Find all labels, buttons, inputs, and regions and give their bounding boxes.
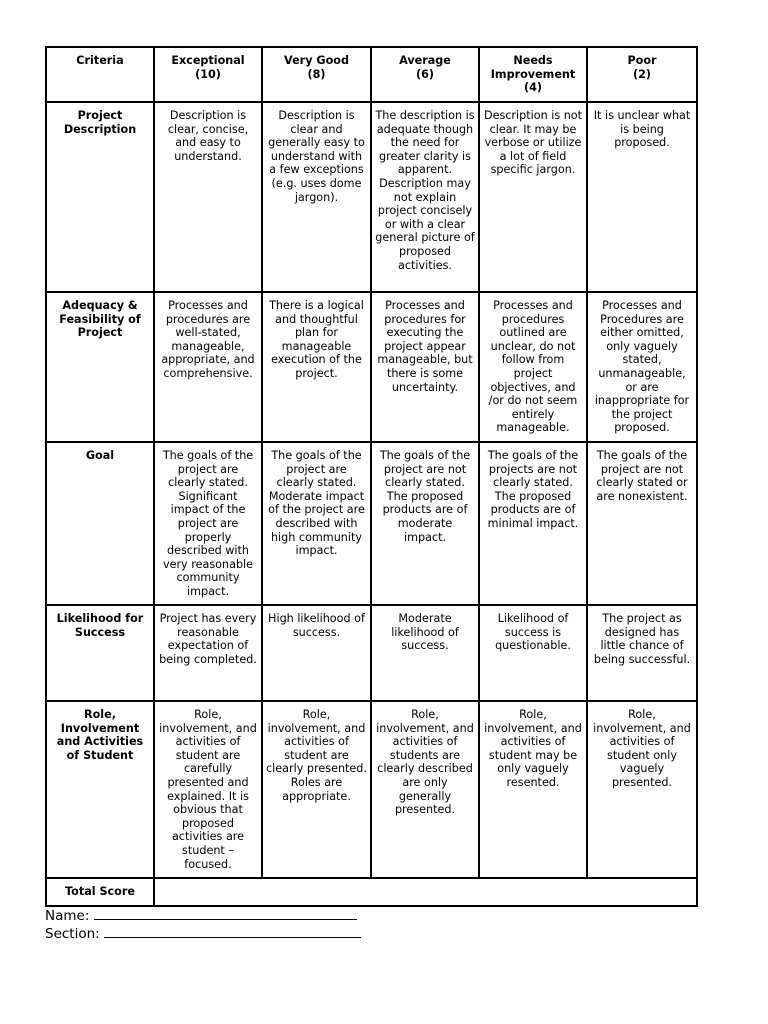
header-title: Average [399,54,451,67]
rubric-table [45,46,698,907]
rating-cell: The goals of the project are not clearly stated. The proposed products are of moderate impact. [371,442,479,605]
rating-cell: Role, involvement, and activities of students are clearly described are only generally presented. [371,701,479,878]
header-criteria [46,47,154,102]
rating-cell: Description is clear and generally easy to understand with a few exceptions (e.g. uses dome jargon). [262,102,371,292]
header-very-good [262,47,371,102]
table-row [46,605,697,701]
rating-cell: Role, involvement, and activities of student are clearly presented. Roles are appropriate. [262,701,371,878]
table-row [46,102,697,292]
name-line [45,907,696,925]
header-exceptional [154,47,262,102]
header-poor [587,47,697,102]
rating-cell: Project has every reasonable expectation of being completed. [154,605,262,701]
rating-cell: The goals of the project are clearly stated. Significant impact of the project are properly described with very reasonable community impact. [154,442,262,605]
rating-cell: The goals of the project are clearly stated. Moderate impact of the project are described with high community impact. [262,442,371,605]
header-points: (6) [415,67,434,81]
rating-cell: It is unclear what is being proposed. [587,102,697,292]
header-row [46,47,697,102]
rating-cell: There is a logical and thoughtful plan for manageable execution of the project. [262,292,371,442]
header-points: (10) [195,67,221,81]
rating-cell: Processes and procedures are well-stated, manageable, appropriate, and comprehensive. [154,292,262,442]
header-points: (4) [523,81,542,95]
header-needs-improvement [479,47,587,102]
header-points: (8) [307,67,326,81]
header-title: Needs Improvement [490,54,576,81]
rubric-page [45,46,696,942]
rating-cell: Processes and Procedures are either omitted, only vaguely stated, unmanageable, or are inappropriate for the project proposed. [587,292,697,442]
rating-cell: Description is not clear. It may be verbose or utilize a lot of field specific jargon. [479,102,587,292]
criteria-cell: Role, Involvement and Activities of Student [46,701,154,878]
section-line [45,925,696,943]
footer [45,907,696,942]
rating-cell: The goals of the projects are not clearly stated. The proposed products are of minimal impact. [479,442,587,605]
header-points: (2) [632,67,651,81]
header-title: Criteria [76,54,124,67]
criteria-cell: Project Description [46,102,154,292]
table-row [46,442,697,605]
rating-cell: Likelihood of success is questionable. [479,605,587,701]
rating-cell: Moderate likelihood of success. [371,605,479,701]
criteria-cell: Adequacy & Feasibility of Project [46,292,154,442]
rating-cell: Description is clear, concise, and easy to understand. [154,102,262,292]
section-blank[interactable] [104,925,361,938]
section-label: Section: [45,925,100,942]
rating-cell: High likelihood of success. [262,605,371,701]
total-score-label: Total Score [46,878,154,906]
header-title: Exceptional [171,54,245,67]
name-label: Name: [45,908,90,924]
header-title: Poor [627,54,657,67]
criteria-cell: Likelihood for Success [46,605,154,701]
rating-cell: The goals of the project are not clearly stated or are nonexistent. [587,442,697,605]
header-title: Very Good [284,54,349,67]
table-row [46,292,697,442]
header-average [371,47,479,102]
rating-cell: The project as designed has little chance of being successful. [587,605,697,701]
rating-cell: Processes and procedures for executing the project appear manageable, but there is some uncertainty. [371,292,479,442]
criteria-cell: Goal [46,442,154,605]
rating-cell: Role, involvement, and activities of student may be only vaguely resented. [479,701,587,878]
name-blank[interactable] [94,907,357,920]
rating-cell: Processes and procedures outlined are unclear, do not follow from project objectives, and /or do not seem entirely manageable. [479,292,587,442]
rating-cell: Role, involvement, and activities of student are carefully presented and explained. It is obvious that proposed activities are student – focused. [154,701,262,878]
total-row [46,878,697,906]
rating-cell: Role, involvement, and activities of student only vaguely presented. [587,701,697,878]
rating-cell: The description is adequate though the need for greater clarity is apparent. Description may not explain project concisely or with a clear general picture of proposed activities. [371,102,479,292]
table-row [46,701,697,878]
total-score-field[interactable] [154,878,697,906]
